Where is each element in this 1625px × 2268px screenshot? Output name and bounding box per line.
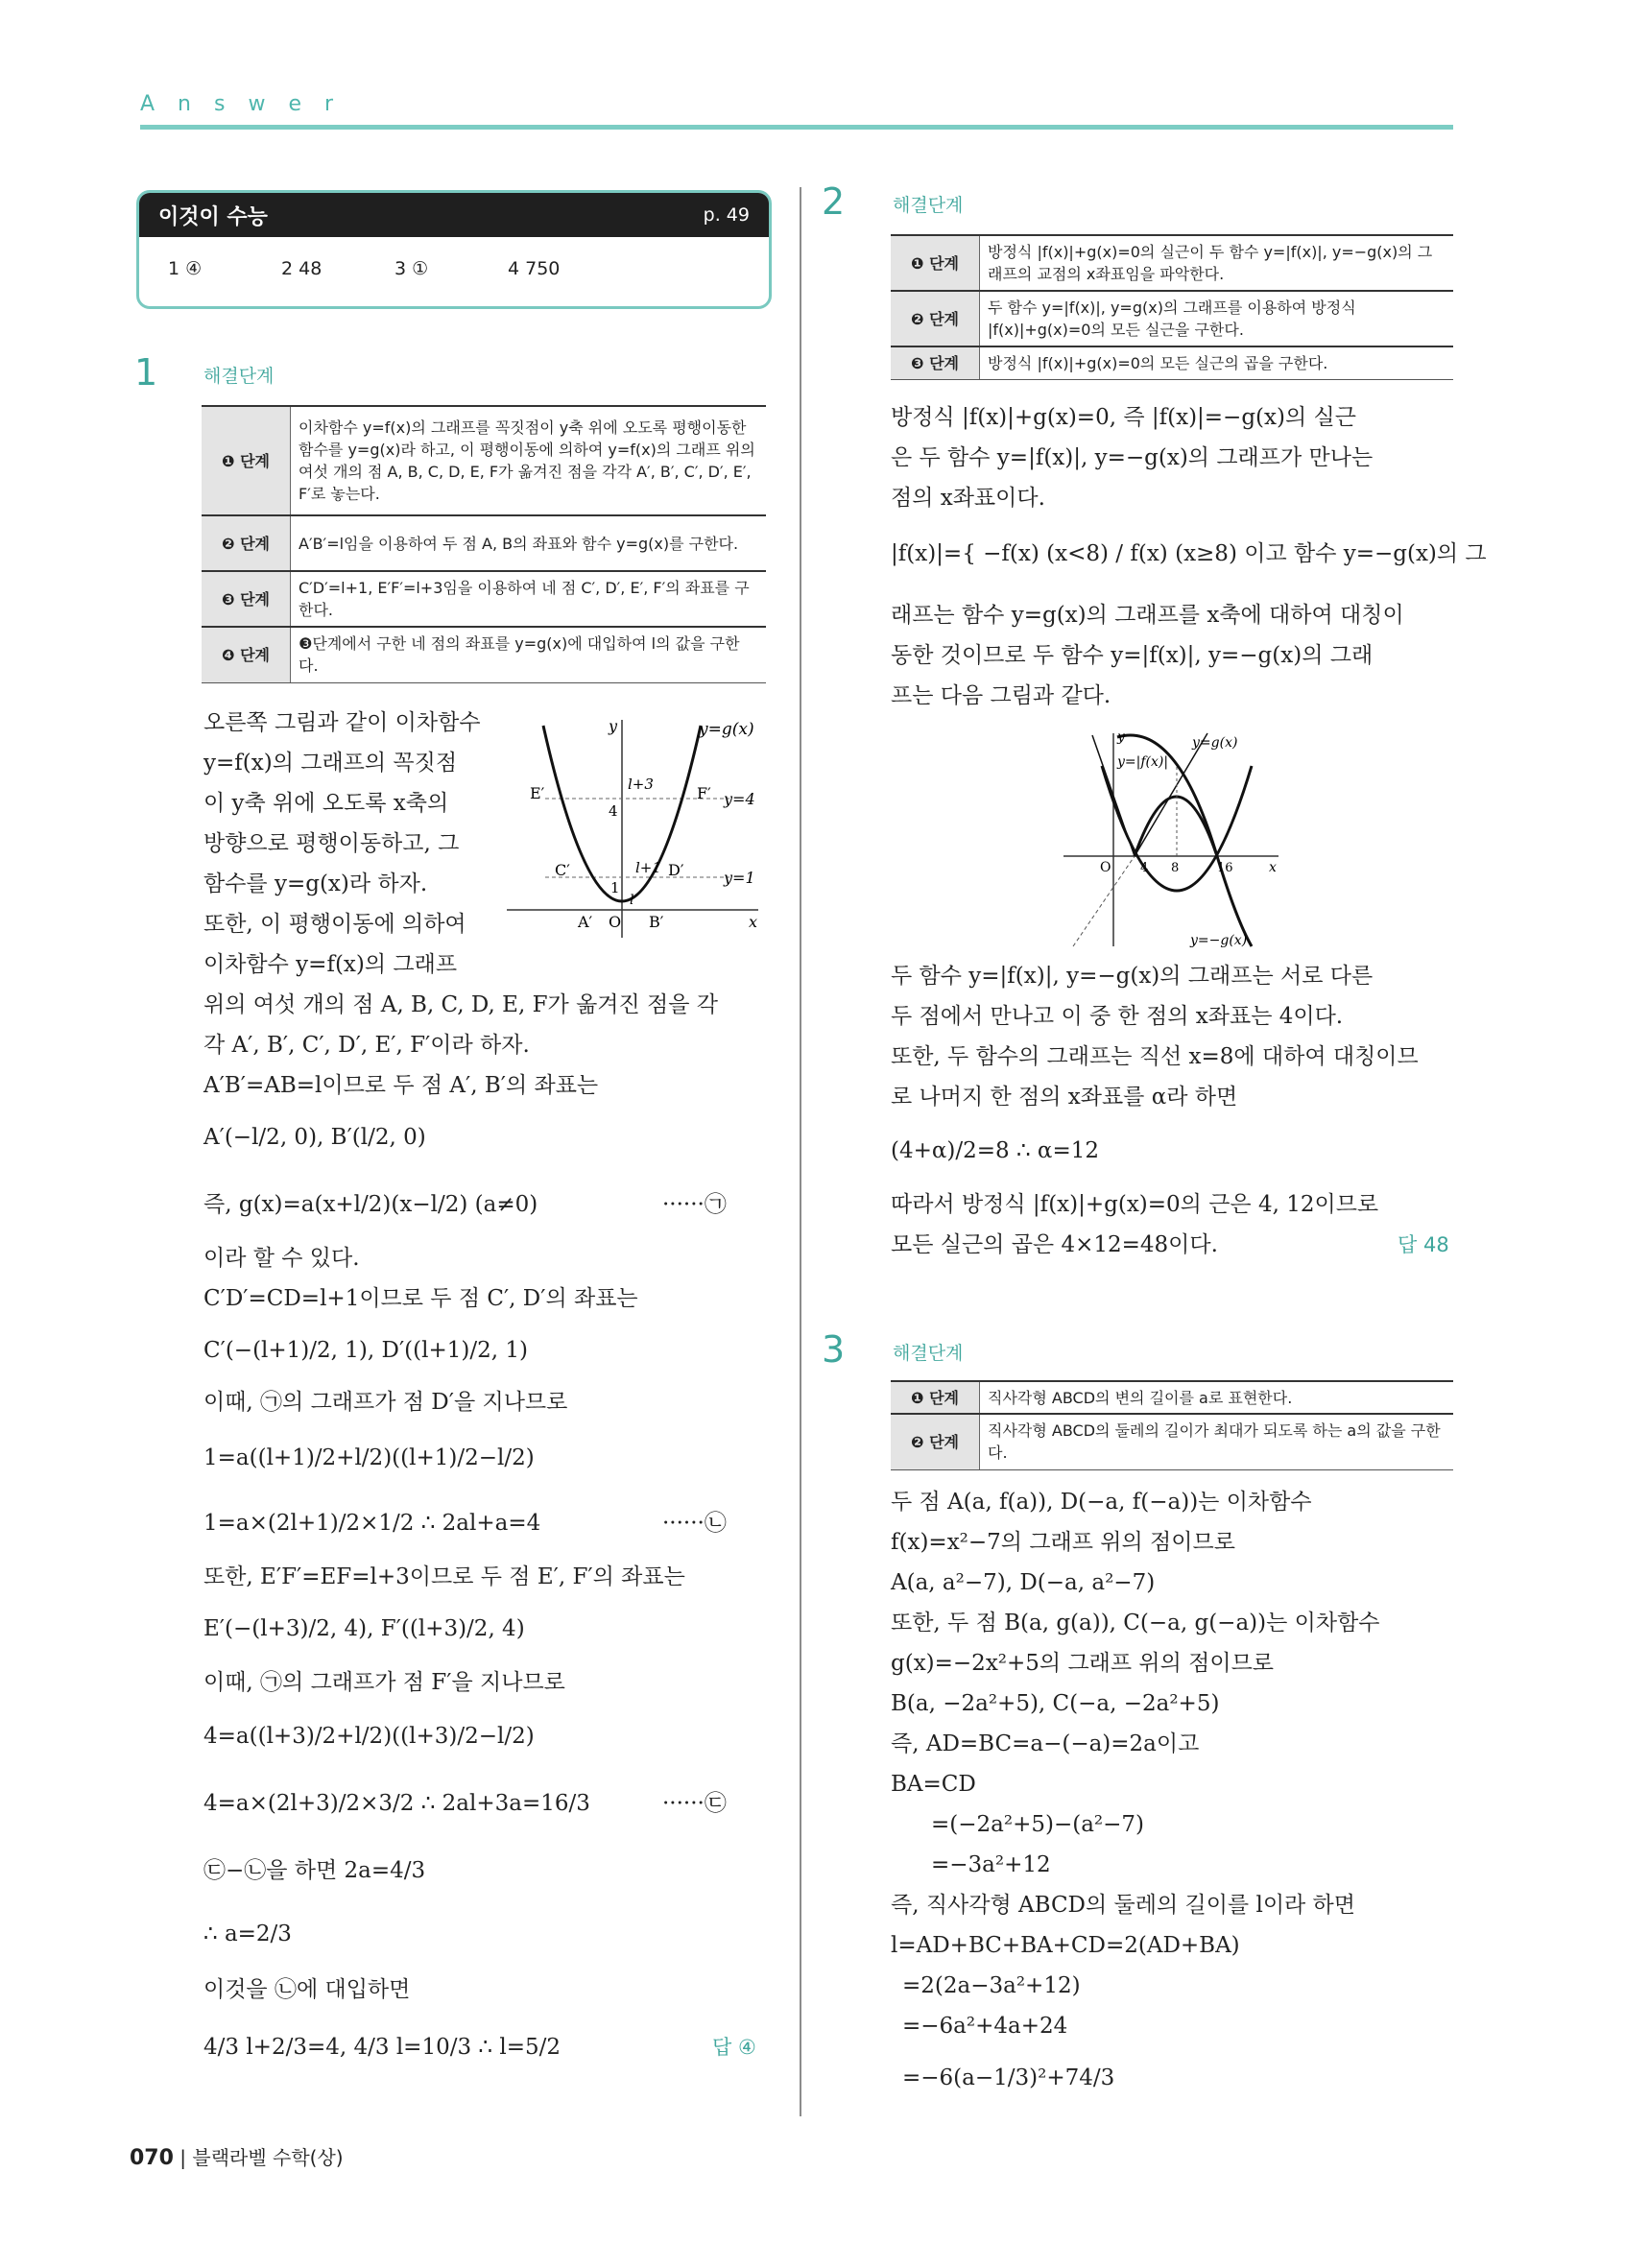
text-line: 이때, ㉠의 그래프가 점 F′을 지나므로 (203, 1670, 565, 1695)
text-line: 즉, AD=BC=a−(−a)=2a이고 (891, 1731, 1200, 1756)
equation-tag: ······㉢ (662, 1791, 727, 1816)
text-line: 이라 할 수 있다. (203, 1246, 360, 1271)
text-line: 이차함수 y=f(x)의 그래프 (203, 952, 458, 977)
text-line: A′B′=AB=l이므로 두 점 A′, B′의 좌표는 (203, 1073, 599, 1098)
text-line: 래프는 함수 y=g(x)의 그래프를 x축에 대하여 대칭이 (891, 603, 1404, 628)
text-line: BA=CD (891, 1772, 976, 1797)
step-row (891, 1414, 1453, 1469)
steps-table (202, 405, 766, 683)
step-row (891, 346, 1453, 379)
formula-line: ㉢−㉡을 하면 2a=4/3 (203, 1858, 426, 1883)
column-divider (800, 187, 801, 2116)
point-label: B′ (649, 913, 664, 931)
step-text: A′B′=l임을 이용하여 두 점 A, B의 좌표와 함수 y=g(x)를 구한다. (291, 515, 767, 571)
formula-line: 4=a×(2l+3)/2×3/2 ∴ 2al+3a=16/3 (203, 1791, 590, 1816)
step-row (202, 515, 766, 571)
step-text: 이차함수 y=f(x)의 그래프를 꼭짓점이 y축 위에 오도록 평행이동한 함수를 y=g(x)라 하고, 이 평행이동에 의하여 y=f(x)의 그래프 위의 여섯 개의 점 A, B, C, D, E, F가 옮겨진 점을 각각 A′, B′, C′, D′, E′, F′로 놓는다. (291, 406, 767, 515)
curve-label: y=g(x) (1192, 735, 1238, 751)
step-row (891, 1381, 1453, 1414)
problem-number: 1 (134, 351, 158, 394)
formula-line: ∴ a=2/3 (203, 1922, 292, 1946)
text-line: 이때, ㉠의 그래프가 점 D′을 지나므로 (203, 1390, 568, 1415)
text-line: 함수를 y=g(x)라 하자. (203, 871, 428, 896)
point-label: F′ (697, 784, 711, 802)
step-label: ❷ 단계 (891, 1414, 980, 1469)
text-line: 로 나머지 한 점의 x좌표를 α라 하면 (891, 1085, 1238, 1110)
step-label: ❷ 단계 (891, 291, 980, 346)
point-label: A′ (578, 913, 593, 931)
steps-title: 해결단계 (203, 366, 275, 387)
formula-line: (4+α)/2=8 ∴ α=12 (891, 1138, 1099, 1163)
abs-f-curve (1135, 797, 1217, 856)
answer-label: 답 48 (1398, 1233, 1449, 1256)
parabola-graph (507, 712, 768, 943)
steps-title: 해결단계 (893, 195, 964, 216)
y-axis-label: y (1117, 729, 1125, 745)
x-axis-label: x (749, 913, 758, 931)
page-footer (130, 2142, 344, 2170)
text-line: 방정식 |f(x)|+g(x)=0, 즉 |f(x)|=−g(x)의 실근 (891, 405, 1356, 430)
text-line: =(−2a²+5)−(a²−7) (931, 1812, 1145, 1837)
dim-label: l+3 (628, 776, 654, 793)
summary-title: 이것이 수능 (158, 204, 268, 229)
formula-line: |f(x)|={ −f(x) (x<8) / f(x) (x≥8) 이고 함수 y=−g(x)의 그 (891, 541, 1487, 566)
summary-answer: 1 ④ (168, 258, 203, 279)
page-number: 070 (130, 2146, 174, 2170)
step-text: C′D′=l+1, E′F′=l+3임을 이용하여 네 점 C′, D′, E′, F′의 좌표를 구한다. (291, 571, 767, 627)
text-line: 따라서 방정식 |f(x)|+g(x)=0의 근은 4, 12이므로 (891, 1192, 1379, 1217)
formula-line: C′(−(l+1)/2, 1), D′((l+1)/2, 1) (203, 1338, 528, 1363)
formula-line: 즉, g(x)=a(x+l/2)(x−l/2) (a≠0) (203, 1192, 538, 1217)
text-line: g(x)=−2x²+5의 그래프 위의 점이므로 (891, 1651, 1275, 1676)
text-line: y=f(x)의 그래프의 꼭짓점 (203, 751, 458, 776)
text-line: 또한, E′F′=EF=l+3이므로 두 점 E′, F′의 좌표는 (203, 1564, 685, 1589)
text-line: =2(2a−3a²+12) (902, 1973, 1081, 1998)
line-label: y=4 (724, 790, 755, 808)
formula-line: E′(−(l+3)/2, 4), F′((l+3)/2, 4) (203, 1616, 525, 1641)
header-rule (140, 125, 1453, 130)
text-line: B(a, −2a²+5), C(−a, −2a²+5) (891, 1691, 1220, 1716)
tick-label: 8 (1171, 861, 1180, 875)
text-line: 오른쪽 그림과 같이 이차함수 (203, 710, 481, 735)
formula-line: 4/3 l+2/3=4, 4/3 l=10/3 ∴ l=5/2 (203, 2035, 561, 2060)
equation-tag: ······㉡ (662, 1511, 727, 1536)
x-axis-label: x (1269, 860, 1277, 875)
tick-label: 16 (1217, 861, 1233, 875)
origin-label: O (609, 913, 622, 931)
summary-answer: 4 750 (508, 258, 561, 279)
point-label: E′ (530, 784, 545, 802)
step-text: 직사각형 ABCD의 둘레의 길이가 최대가 되도록 하는 a의 값을 구한다. (980, 1414, 1454, 1469)
formula-line: =−6(a−1/3)²+74/3 (902, 2065, 1115, 2090)
problem-number: 2 (822, 180, 846, 223)
step-row (202, 406, 766, 515)
summary-answers (139, 237, 769, 279)
book-title: 블랙라벨 수학(상) (192, 2146, 344, 2169)
tick-label: 4 (1140, 861, 1149, 875)
abs-f-left (1092, 733, 1207, 856)
steps-table (891, 1380, 1453, 1470)
curve-label: y=g(x) (699, 720, 754, 739)
step-text: ❸단계에서 구한 네 점의 좌표를 y=g(x)에 대입하여 l의 값을 구한다. (291, 627, 767, 682)
text-line: =−3a²+12 (931, 1852, 1051, 1877)
answer-label: 답 ④ (712, 2036, 756, 2059)
text-line: 은 두 함수 y=|f(x)|, y=−g(x)의 그래프가 만나는 (891, 445, 1374, 470)
origin-label: O (1100, 860, 1111, 875)
summary-header (139, 193, 769, 237)
step-row (202, 627, 766, 682)
formula-line: 4=a((l+3)/2+l/2)((l+3)/2−l/2) (203, 1724, 535, 1749)
point-label: D′ (668, 861, 684, 879)
text-line: 두 함수 y=|f(x)|, y=−g(x)의 그래프는 서로 다른 (891, 964, 1374, 989)
curve-label: y=|f(x)| (1117, 754, 1169, 770)
text-line: 또한, 이 평행이동에 의하여 (203, 912, 466, 937)
step-text: 방정식 |f(x)|+g(x)=0의 모든 실근의 곱을 구한다. (980, 346, 1454, 379)
running-header: Answer (140, 92, 357, 116)
text-line: 점의 x좌표이다. (891, 486, 1045, 511)
formula-line: 1=a×(2l+1)/2×1/2 ∴ 2al+a=4 (203, 1511, 541, 1536)
dim-label: l+1 (635, 859, 661, 876)
text-line: 위의 여섯 개의 점 A, B, C, D, E, F가 옮겨진 점을 각 (203, 992, 718, 1017)
text-line: 또한, 두 점 B(a, g(a)), C(−a, g(−a))는 이차함수 (891, 1611, 1380, 1635)
step-label: ❶ 단계 (891, 1381, 980, 1414)
intersection-graph (1063, 728, 1288, 950)
step-text: 두 함수 y=|f(x)|, y=g(x)의 그래프를 이용하여 방정식 |f(x)|+g(x)=0의 모든 실근을 구한다. (980, 291, 1454, 346)
text-line: f(x)=x²−7의 그래프 위의 점이므로 (891, 1530, 1235, 1555)
steps-table (891, 234, 1453, 380)
text-line: 또한, 두 함수의 그래프는 직선 x=8에 대하여 대칭이므 (891, 1044, 1419, 1069)
text-line: 모든 실근의 곱은 4×12=48이다. (891, 1232, 1218, 1257)
line-label: y=1 (724, 869, 755, 887)
step-row (891, 291, 1453, 346)
y-axis-label: y (609, 717, 618, 735)
steps-title: 해결단계 (893, 1343, 964, 1364)
step-row (891, 235, 1453, 291)
step-text: 직사각형 ABCD의 변의 길이를 a로 표현한다. (980, 1381, 1454, 1414)
tick-label: 1 (610, 879, 620, 896)
dim-label: l (630, 893, 634, 908)
text-line: A(a, a²−7), D(−a, a²−7) (891, 1570, 1156, 1595)
summary-answer: 3 ① (394, 258, 429, 279)
text-line: 두 점에서 만나고 이 중 한 점의 x좌표는 4이다. (891, 1004, 1344, 1029)
step-label: ❷ 단계 (202, 515, 291, 571)
text-line: 각 A′, B′, C′, D′, E′, F′이라 하자. (203, 1033, 530, 1058)
text-line: 두 점 A(a, f(a)), D(−a, f(−a))는 이차함수 (891, 1490, 1312, 1515)
tick-label: 4 (609, 802, 618, 820)
formula-line: 1=a((l+1)/2+l/2)((l+1)/2−l/2) (203, 1445, 535, 1470)
footer-divider: | (179, 2146, 193, 2169)
step-label: ❹ 단계 (202, 627, 291, 682)
summary-answer: 2 48 (281, 258, 323, 279)
text-line: 동한 것이므로 두 함수 y=|f(x)|, y=−g(x)의 그래 (891, 643, 1374, 668)
step-label: ❶ 단계 (891, 235, 980, 291)
point-label: C′ (555, 861, 570, 879)
text-line: 이것을 ㉡에 대입하면 (203, 1977, 411, 2002)
text-line: 방향으로 평행이동하고, 그 (203, 831, 460, 856)
step-label: ❶ 단계 (202, 406, 291, 515)
text-line: 즉, 직사각형 ABCD의 둘레의 길이를 l이라 하면 (891, 1893, 1355, 1918)
curve-label: y=−g(x) (1190, 933, 1248, 948)
summary-box (136, 190, 772, 309)
text-line: C′D′=CD=l+1이므로 두 점 C′, D′의 좌표는 (203, 1286, 638, 1311)
step-label: ❸ 단계 (891, 346, 980, 379)
text-line: 이 y축 위에 오도록 x축의 (203, 791, 449, 816)
text-line: l=AD+BC+BA+CD=2(AD+BA) (891, 1933, 1240, 1958)
problem-number: 3 (822, 1328, 846, 1371)
equation-tag: ······㉠ (662, 1192, 727, 1217)
formula-line: A′(−l/2, 0), B′(l/2, 0) (203, 1125, 426, 1150)
text-line: 프는 다음 그림과 같다. (891, 683, 1111, 708)
summary-page-ref: p. 49 (703, 204, 750, 226)
step-row (202, 571, 766, 627)
step-text: 방정식 |f(x)|+g(x)=0의 실근이 두 함수 y=|f(x)|, y=−g(x)의 그래프의 교점의 x좌표임을 파악한다. (980, 235, 1454, 291)
step-label: ❸ 단계 (202, 571, 291, 627)
text-line: =−6a²+4a+24 (902, 2014, 1068, 2039)
